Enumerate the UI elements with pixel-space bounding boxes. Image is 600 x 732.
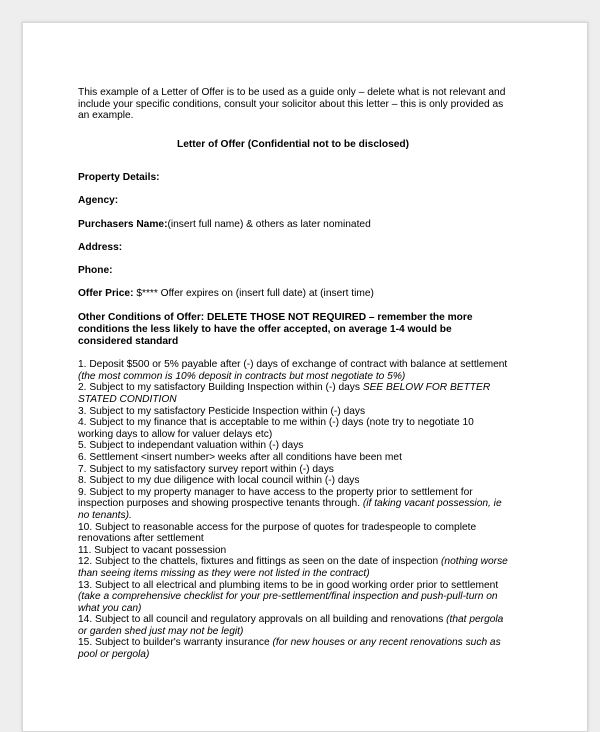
field-label: Property Details: [78, 172, 160, 184]
field-label: Address: [78, 241, 123, 253]
document-page [22, 22, 588, 732]
condition-text: 7. Subject to my satisfactory survey report within (-) days [78, 463, 334, 475]
letter-content [78, 87, 508, 661]
field-agency [78, 195, 508, 207]
field-phone [78, 265, 508, 277]
list-item [78, 522, 508, 545]
list-item [78, 382, 508, 405]
condition-text: 5. Subject to independant valuation within (-) days [78, 440, 304, 452]
list-item [78, 359, 508, 382]
field-address [78, 242, 508, 254]
condition-note: (take a comprehensive checklist for your pre-settlement/final inspection and push-pull-turn on what you can) [78, 591, 498, 614]
list-item [78, 440, 508, 452]
condition-note: (the most common is 10% deposit in contracts but most negotiate to 5%) [78, 370, 406, 382]
list-item [78, 580, 508, 615]
field-label: Purchasers Name: [78, 218, 168, 230]
intro-paragraph: This example of a Letter of Offer is to be used as a guide only – delete what is not relevant and include your specific conditions, consult your solicitor about this letter – this is only provided as an example. [78, 87, 506, 122]
field-value: (insert full name) & others as later nominated [167, 218, 371, 230]
list-item [78, 487, 508, 522]
condition-text: 12. Subject to the chattels, fixtures and fittings as seen on the date of inspection [78, 556, 442, 568]
field-purchasers-name [78, 219, 508, 231]
condition-note: (for new houses or any recent renovations such as pool or pergola) [78, 637, 501, 661]
list-item [78, 475, 508, 487]
list-item [78, 464, 508, 476]
condition-text: 4. Subject to my finance that is acceptable to me within (-) days (note try to negotiate 10 working days to allow for valuer delays etc) [78, 417, 474, 440]
list-item [78, 614, 508, 637]
condition-text: 6. Settlement <insert number> weeks after all conditions have been met [78, 451, 402, 463]
field-value: $**** Offer expires on (insert full date) at (insert time) [133, 287, 374, 299]
condition-text: 10. Subject to reasonable access for the purpose of quotes for tradespeople to complete renovations after settlement [78, 521, 477, 545]
letter-title: Letter of Offer (Confidential not to be disclosed) [176, 138, 410, 150]
field-property-details [78, 172, 508, 184]
list-item [78, 406, 508, 418]
conditions-list [78, 359, 508, 660]
condition-text: 1. Deposit $500 or 5% payable after (-) days of exchange of contract with balance at settlement [78, 359, 508, 371]
field-offer-price [78, 288, 508, 300]
condition-text: 15. Subject to builder's warranty insurance [78, 637, 273, 649]
list-item [78, 556, 508, 579]
list-item [78, 637, 508, 660]
condition-note: (if taking vacant possession, ie no tenants). [78, 498, 502, 521]
condition-text: 13. Subject to all electrical and plumbing items to be in good working order prior to settlement [78, 579, 499, 591]
condition-text: 11. Subject to vacant possession [78, 544, 227, 556]
list-item [78, 452, 508, 464]
field-label: Agency: [78, 195, 119, 207]
field-label: Phone: [78, 264, 113, 276]
condition-note: (nothing worse than seeing items missing as they were not listed in the contract) [78, 556, 508, 579]
condition-text: 3. Subject to my satisfactory Pesticide Inspection within (-) days [78, 405, 366, 417]
condition-note: (that pergola or garden shed just may not be legit) [78, 614, 504, 637]
condition-text: 8. Subject to my due diligence with local council within (-) days [78, 475, 360, 487]
condition-text: 14. Subject to all council and regulatory approvals on all building and renovations [78, 614, 447, 626]
list-item [78, 417, 508, 440]
condition-text: 2. Subject to my satisfactory Building Inspection within (-) days [78, 382, 363, 394]
condition-text: 9. Subject to my property manager to have access to the property prior to settlement for inspection purposes and showing prospective tenants through. [78, 486, 473, 510]
other-conditions-heading: Other Conditions of Offer: DELETE THOSE NOT REQUIRED – remember the more conditions the less likely to have the offer accepted, on average 1-4 would be considered standard [78, 312, 473, 347]
condition-note: SEE BELOW FOR BETTER STATED CONDITION [78, 382, 491, 405]
field-label: Offer Price: [78, 287, 134, 299]
list-item [78, 545, 508, 557]
